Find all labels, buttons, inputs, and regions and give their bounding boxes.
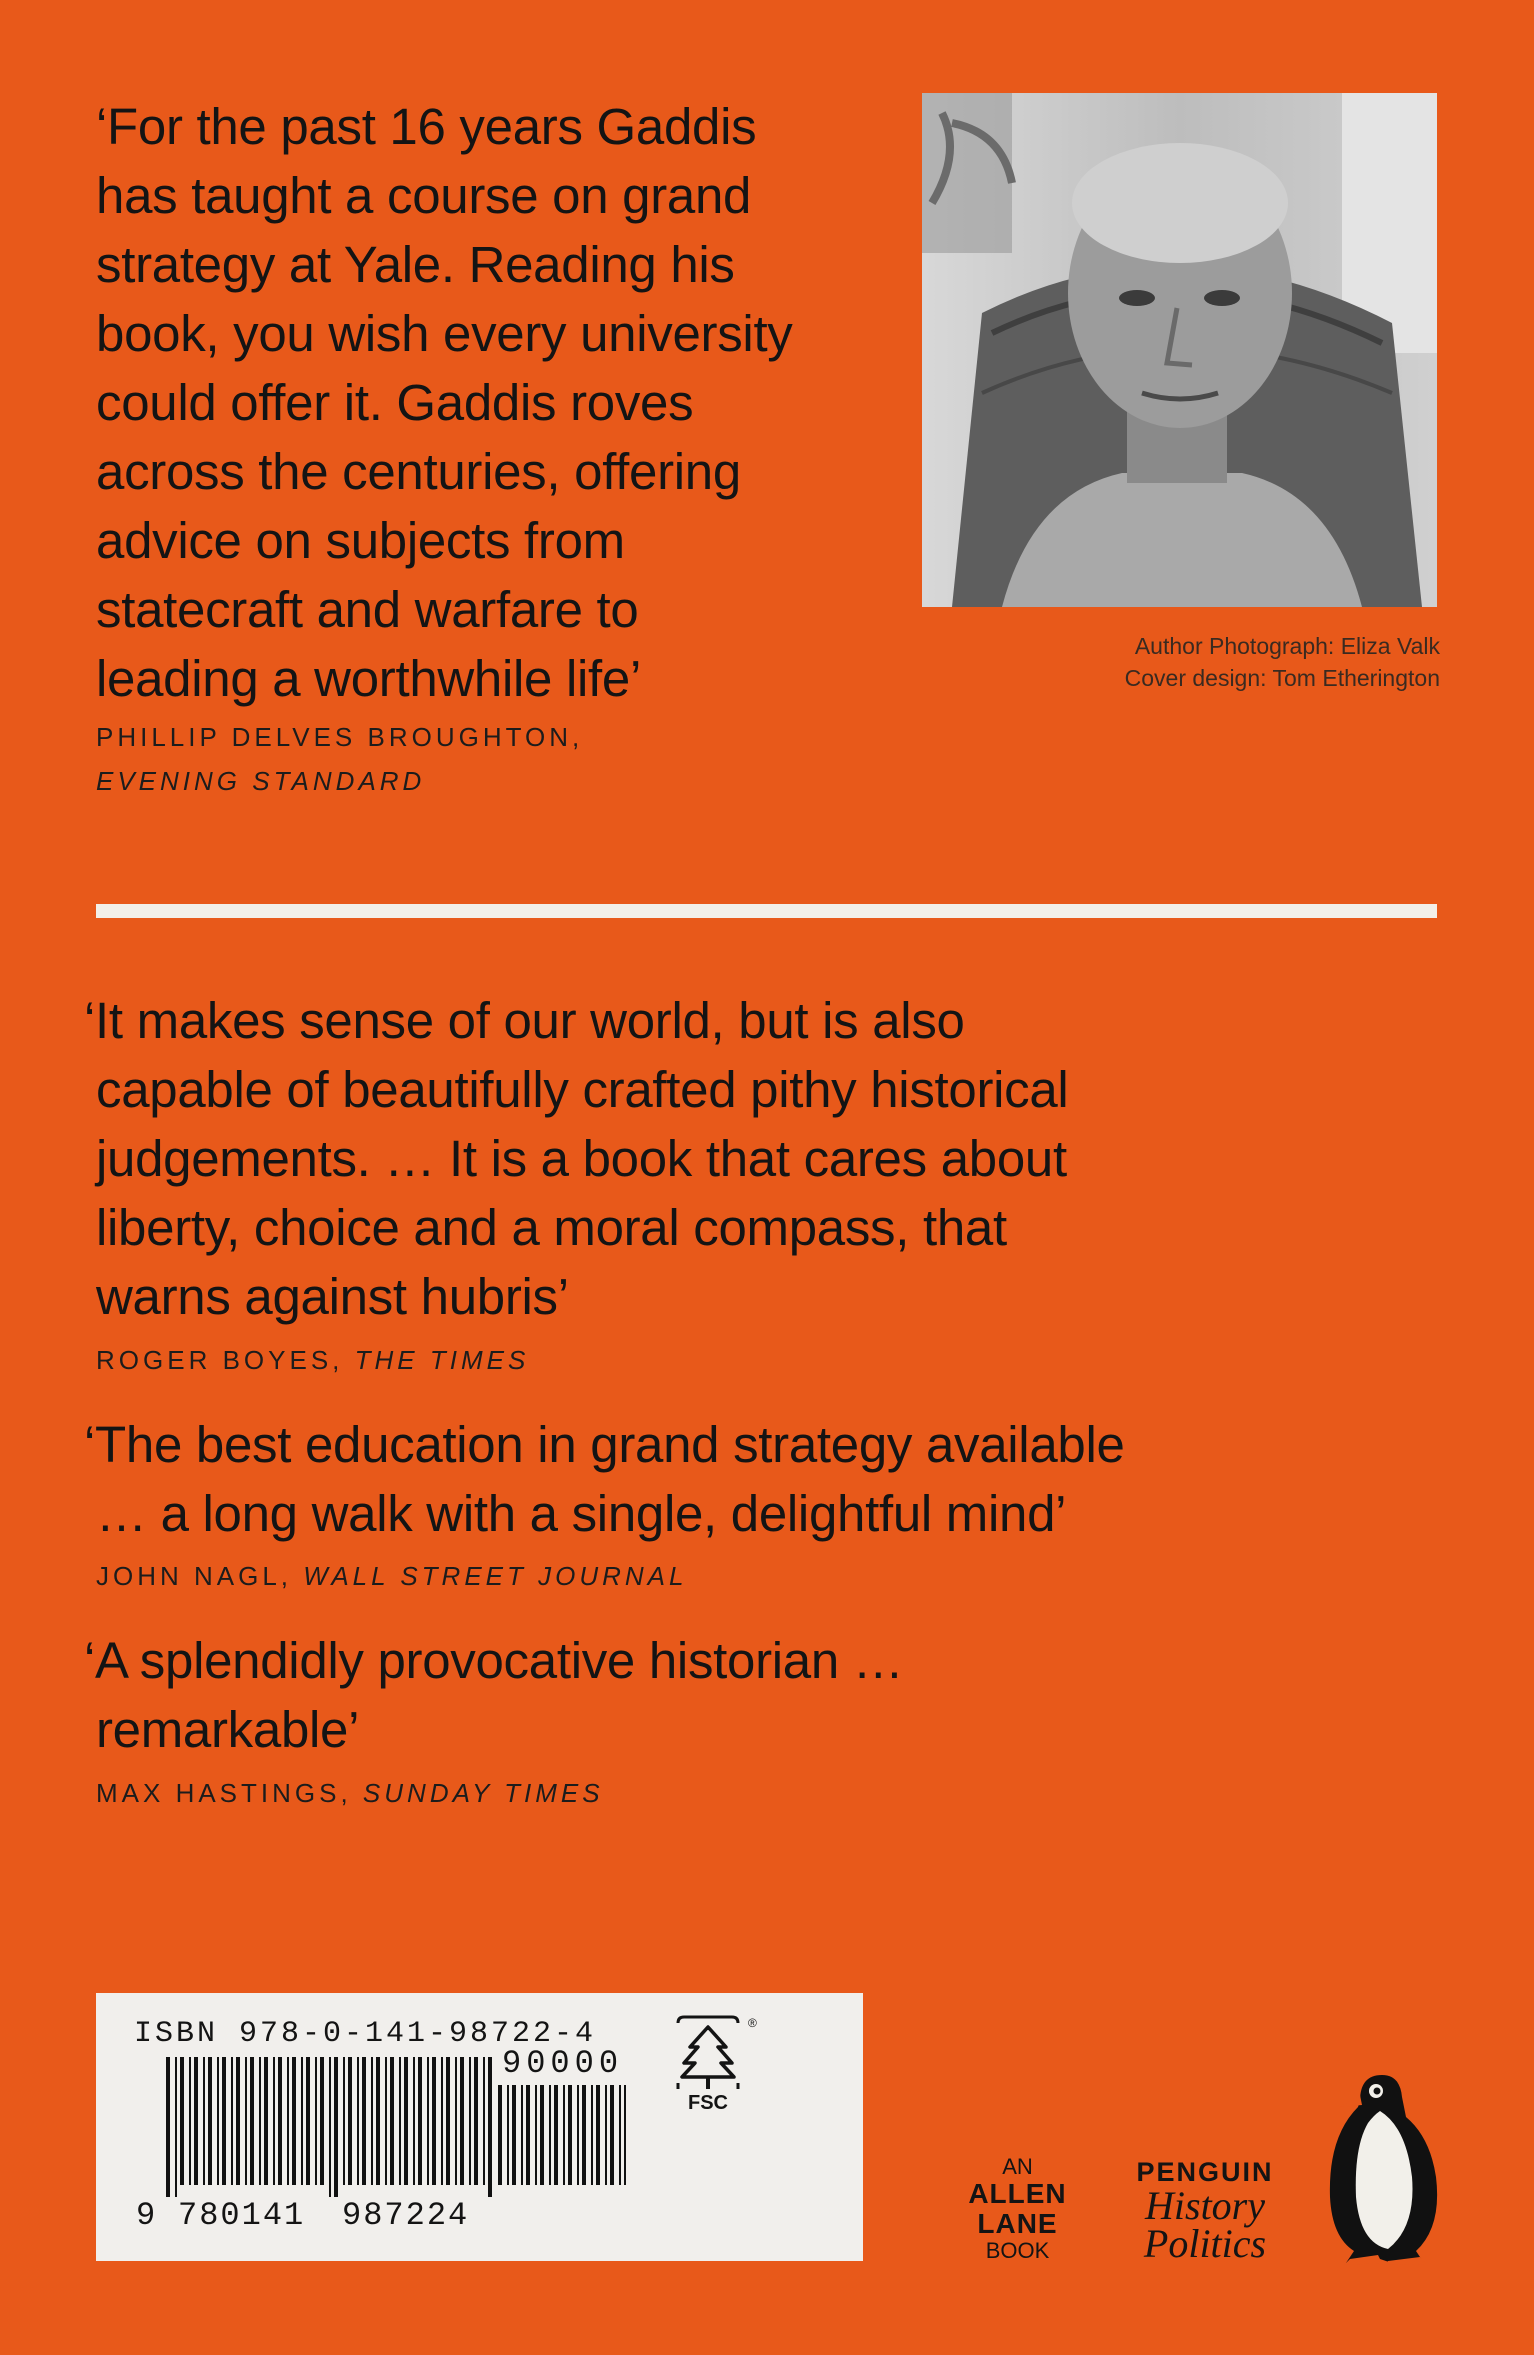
barcode-bar (231, 2057, 233, 2185)
barcode-bar (385, 2057, 387, 2185)
barcode-bar (399, 2057, 401, 2185)
allen-allen: ALLEN (968, 2178, 1067, 2209)
quote-line: ‘It makes sense of our world, but is also (84, 992, 965, 1049)
author-portrait-illustration (922, 93, 1437, 607)
barcode-bar (362, 2057, 366, 2185)
barcode-bar (549, 2085, 551, 2185)
barcode-bar (563, 2085, 565, 2185)
ean-left-digits: 780141 (178, 2197, 306, 2234)
barcode-bar (371, 2057, 373, 2185)
quote-attribution (96, 1338, 529, 1382)
barcode-bar (203, 2057, 205, 2185)
series-politics: Politics (1143, 2221, 1267, 2266)
quote-attribution (96, 1554, 687, 1598)
barcode-bar (469, 2057, 471, 2185)
penguin-bird-icon (1320, 2067, 1450, 2267)
barcode-bar (278, 2057, 282, 2185)
barcode-bar (446, 2057, 450, 2185)
barcode-bar (474, 2057, 478, 2185)
quote-line: leading a worthwhile life’ (96, 650, 642, 707)
series-history: History (1145, 2183, 1265, 2228)
quote-line: judgements. … It is a book that cares about (96, 1130, 1067, 1187)
barcode-bar (507, 2085, 509, 2185)
barcode-bar (526, 2085, 530, 2185)
barcode-bar (605, 2085, 607, 2185)
penguin-series-label (1125, 2157, 1285, 2266)
barcode-bar (568, 2085, 572, 2185)
barcode-bar (315, 2057, 317, 2185)
barcode-bar (306, 2057, 310, 2185)
quote-john-nagl (84, 1410, 1125, 1548)
divider-bar (96, 904, 1437, 918)
quote-line: liberty, choice and a moral compass, that (96, 1199, 1007, 1256)
barcode-bar (292, 2057, 296, 2185)
barcode-bar (301, 2057, 303, 2185)
barcode-bar (624, 2085, 626, 2185)
fsc-tree-icon (668, 2013, 758, 2113)
quote-line: across the centuries, offering (96, 443, 741, 500)
ean-right-digits: 987224 (342, 2197, 470, 2234)
quote-line: ‘A splendidly provocative historian … (84, 1632, 904, 1689)
cover-design-credit: Cover design: Tom Etherington (1124, 665, 1440, 691)
barcode-bar (250, 2057, 254, 2185)
barcode-bar (208, 2057, 212, 2185)
barcode-bar (610, 2085, 614, 2185)
quote-line: has taught a course on grand (96, 167, 752, 224)
quote-line: book, you wish every university (96, 305, 793, 362)
barcode-bar (591, 2085, 593, 2185)
price-code: 90000 (502, 2045, 624, 2082)
barcode-bar (596, 2085, 600, 2185)
attribution-publication: THE TIMES (354, 1345, 530, 1375)
barcode-bar (348, 2057, 352, 2185)
barcode-bar (376, 2057, 380, 2185)
barcode-bar (413, 2057, 415, 2185)
attribution-author: MAX HASTINGS, (96, 1778, 363, 1808)
quote-line: strategy at Yale. Reading his (96, 236, 735, 293)
barcode-bar (488, 2057, 492, 2197)
registered-mark: ® (748, 2016, 757, 2030)
barcode-panel (96, 1993, 863, 2261)
photo-credits (1000, 630, 1440, 694)
quote-line: ‘The best education in grand strategy available (84, 1416, 1125, 1473)
quote-line: … a long walk with a single, delightful mind’ (96, 1485, 1067, 1542)
barcode-bar (194, 2057, 198, 2185)
barcode-bar (264, 2057, 268, 2185)
fsc-label: FSC (688, 2092, 728, 2113)
barcode-bar (222, 2057, 226, 2185)
barcode-bar (460, 2057, 464, 2185)
penguin-icon (1320, 2067, 1450, 2272)
quote-line: advice on subjects from (96, 512, 625, 569)
allen-lane: LANE (977, 2208, 1058, 2239)
barcode-bar (418, 2057, 422, 2185)
barcode-bar (432, 2057, 436, 2185)
isbn-number: ISBN 978-0-141-98722-4 (134, 2017, 597, 2051)
quote-line: could offer it. Gaddis roves (96, 374, 694, 431)
quote-max-hastings (84, 1626, 904, 1764)
barcode-bar (273, 2057, 275, 2185)
ean-first-digit: 9 (136, 2197, 158, 2234)
quote-line: capable of beautifully crafted pithy historical (96, 1061, 1069, 1118)
barcode-bar (175, 2057, 177, 2197)
quote-line: remarkable’ (96, 1701, 360, 1758)
penguin-wordmark: PENGUIN (1136, 2157, 1274, 2187)
barcode-bar (498, 2085, 502, 2185)
barcode-bar (180, 2057, 184, 2185)
barcode-bar (320, 2057, 324, 2185)
barcode-bar (619, 2085, 621, 2185)
attribution-author: ROGER BOYES, (96, 1345, 355, 1375)
addon-barcode (498, 2085, 638, 2195)
ean-barcode (166, 2057, 506, 2197)
barcode-bar (189, 2057, 191, 2185)
barcode-bar (287, 2057, 289, 2185)
barcode-bar (259, 2057, 261, 2185)
barcode-bar (512, 2085, 516, 2185)
barcode-bar (455, 2057, 457, 2185)
barcode-bar (245, 2057, 247, 2185)
attribution-author: PHILLIP DELVES BROUGHTON, (96, 722, 584, 752)
attribution-publication: EVENING STANDARD (96, 766, 426, 796)
quote-line: statecraft and warfare to (96, 581, 639, 638)
quote-roger-boyes (84, 986, 1068, 1331)
barcode-bar (535, 2085, 537, 2185)
barcode-bar (166, 2057, 170, 2197)
barcode-bar (427, 2057, 429, 2185)
quote-line: warns against hubris’ (96, 1268, 569, 1325)
quote-line: ‘For the past 16 years Gaddis (96, 98, 757, 155)
barcode-bar (357, 2057, 359, 2185)
barcode-bar (390, 2057, 394, 2185)
quote-attribution (96, 1771, 604, 1815)
barcode-bar (521, 2085, 523, 2185)
barcode-bar (577, 2085, 579, 2185)
barcode-bar (582, 2085, 586, 2185)
attribution-author: JOHN NAGL, (96, 1561, 304, 1591)
barcode-bar (329, 2057, 331, 2197)
barcode-bar (540, 2085, 544, 2185)
quote-phillip-delves-broughton (96, 92, 793, 713)
photo-credit: Author Photograph: Eliza Valk (1134, 633, 1440, 659)
quote-attribution (96, 715, 583, 803)
barcode-bar (483, 2057, 485, 2185)
barcode-bar (404, 2057, 408, 2185)
barcode-bar (441, 2057, 443, 2185)
allen-an: AN (1002, 2154, 1033, 2179)
attribution-publication: SUNDAY TIMES (362, 1778, 604, 1808)
barcode-bar (554, 2085, 558, 2185)
allen-book: BOOK (985, 2238, 1050, 2263)
barcode-bar (236, 2057, 240, 2185)
author-photo (922, 93, 1437, 607)
attribution-publication: WALL STREET JOURNAL (303, 1561, 688, 1591)
barcode-bar (334, 2057, 338, 2197)
barcode-bar (217, 2057, 219, 2185)
fsc-logo (668, 2013, 758, 2118)
allen-lane-logo (960, 2155, 1075, 2263)
barcode-bar (343, 2057, 345, 2185)
